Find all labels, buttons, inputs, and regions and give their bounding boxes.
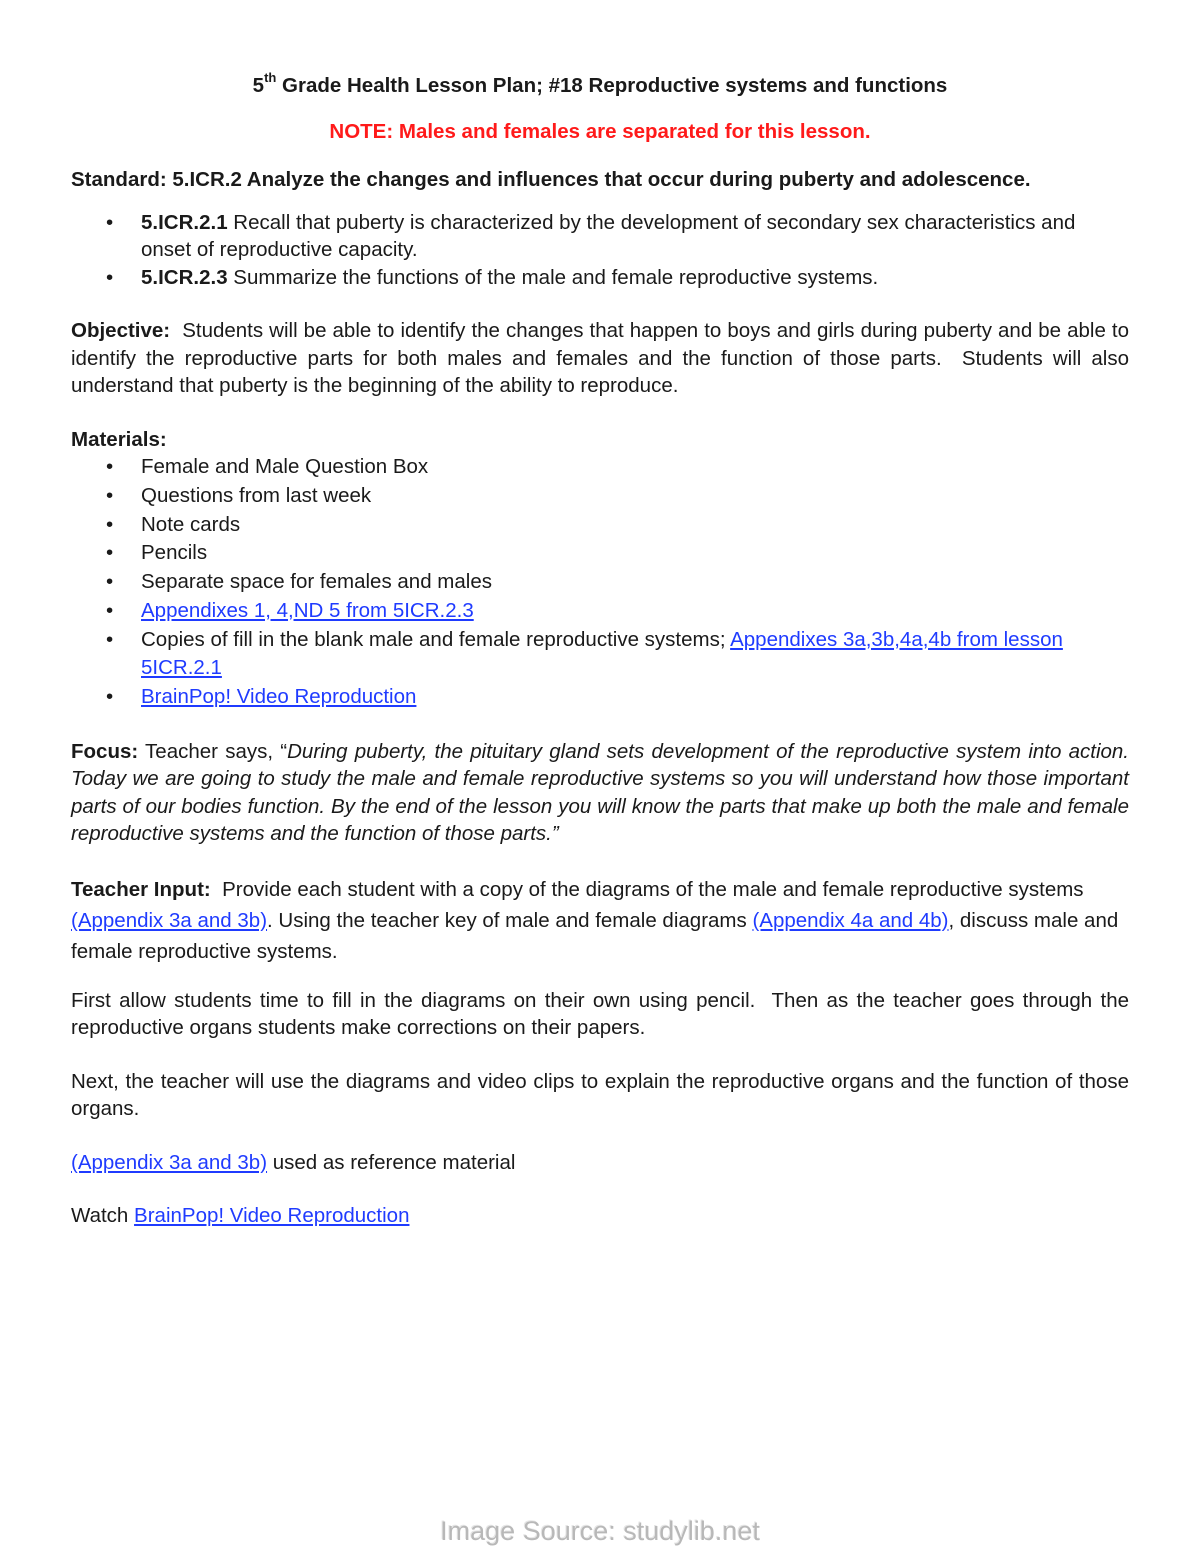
standard-heading: Standard: 5.ICR.2 Analyze the changes and influences that occur during puberty and adolescence. — [71, 167, 1031, 191]
page-title — [71, 62, 1129, 104]
bullet-icon: • — [106, 210, 114, 234]
standard-code: 5.ICR.2.3 — [141, 265, 228, 289]
list-item — [71, 539, 1129, 568]
standard-text: Recall that puberty is characterized by the development of secondary sex characteristics and onset of reproductive capacity. — [141, 210, 1076, 262]
teacher-input-label: Teacher Input: — [71, 877, 211, 901]
title-grade-suffix: th — [264, 70, 277, 85]
bullet-icon: • — [106, 484, 114, 508]
material-text: Note cards — [141, 512, 241, 536]
list-item — [71, 482, 1129, 511]
focus-intro: Teacher says, “ — [138, 739, 288, 763]
title-text: Grade Health Lesson Plan; #18 Reproductive systems and functions — [276, 73, 948, 97]
focus-paragraph — [71, 738, 1129, 848]
materials-heading: Materials: — [71, 427, 167, 451]
image-source-watermark: Image Source: studylib.net — [440, 1516, 760, 1546]
bullet-icon: • — [106, 627, 114, 651]
brainpop-video-link[interactable]: BrainPop! Video Reproduction — [141, 684, 417, 708]
teacher-input-text: , discuss male and female reproductive systems. — [71, 908, 1119, 963]
list-item — [71, 597, 1129, 626]
material-text: Separate space for females and males — [141, 570, 492, 594]
bullet-icon: • — [106, 570, 114, 594]
appendixes-link[interactable]: Appendixes 1, 4,ND 5 from 5ICR.2.3 — [141, 598, 474, 622]
teacher-input-text: Provide each student with a copy of the diagrams of the male and female reproductive systems — [210, 877, 1090, 901]
standard-code: 5.ICR.2.1 — [141, 210, 228, 234]
list-item — [71, 568, 1129, 597]
next-paragraph: Next, the teacher will use the diagrams and video clips to explain the reproductive organs and the function of those organs. — [71, 1069, 1129, 1121]
watch-paragraph — [71, 1202, 1129, 1230]
watch-text: Watch — [71, 1204, 135, 1228]
list-item — [71, 683, 1129, 712]
material-text: Questions from last week — [141, 484, 372, 508]
watch-brainpop-link[interactable]: BrainPop! Video Reproduction — [134, 1204, 410, 1228]
bullet-icon: • — [106, 455, 114, 479]
appendix-3a-3b-link[interactable]: (Appendix 3a and 3b) — [71, 908, 268, 932]
materials-list — [71, 453, 1129, 711]
focus-quote: During puberty, the pituitary gland sets development of the reproductive system into action. Today we are going to study the male and female reproductive systems so you will understand how those important parts of our bodies function. By the end of the lesson you will know the parts that make up both the male and female reproductive systems and the function of those parts.” — [71, 739, 1129, 846]
standard-text: Summarize the functions of the male and female reproductive systems. — [227, 265, 879, 289]
note-banner: NOTE: Males and females are separated for this lesson. — [329, 119, 871, 143]
appendix-4a-4b-link[interactable]: (Appendix 4a and 4b) — [752, 908, 949, 932]
list-item — [71, 209, 1129, 264]
bullet-icon: • — [106, 265, 114, 289]
list-item — [71, 511, 1129, 540]
objective-paragraph — [71, 317, 1135, 400]
teacher-input-paragraph — [71, 874, 1129, 967]
list-item — [71, 626, 1129, 683]
list-item — [71, 264, 1129, 292]
reference-text: used as reference material — [267, 1150, 516, 1174]
list-item — [71, 453, 1129, 482]
first-paragraph: First allow students time to fill in the diagrams on their own using pencil. Then as the teacher goes through the reproductive organs students make corrections on their papers. — [71, 988, 1135, 1040]
reference-appendix-link[interactable]: (Appendix 3a and 3b) — [71, 1150, 268, 1174]
appendixes-3a-4b-link[interactable]: Appendixes 3a,3b,4a,4b from lesson 5ICR.2.1 — [141, 627, 1063, 680]
bullet-icon: • — [106, 512, 114, 536]
bullet-icon: • — [106, 541, 114, 565]
bullet-icon: • — [106, 684, 114, 708]
standard-list — [71, 209, 1129, 292]
teacher-input-text: . Using the teacher key of male and female diagrams — [267, 908, 753, 932]
title-grade-number: 5 — [252, 73, 265, 97]
focus-label: Focus: — [71, 739, 139, 763]
objective-label: Objective: — [71, 319, 171, 343]
bullet-icon: • — [106, 598, 114, 622]
reference-paragraph — [71, 1149, 1129, 1177]
material-text: Female and Male Question Box — [141, 455, 429, 479]
material-text: Copies of fill in the blank male and female reproductive systems; — [141, 627, 731, 651]
objective-text: Students will be able to identify the changes that happen to boys and girls during puberty and be able to identify the reproductive parts for both males and females and the function of those parts. Students will also understand that puberty is the beginning of the ability to reproduce. — [71, 319, 1135, 398]
material-text: Pencils — [141, 541, 208, 565]
document-page — [71, 62, 1135, 1230]
